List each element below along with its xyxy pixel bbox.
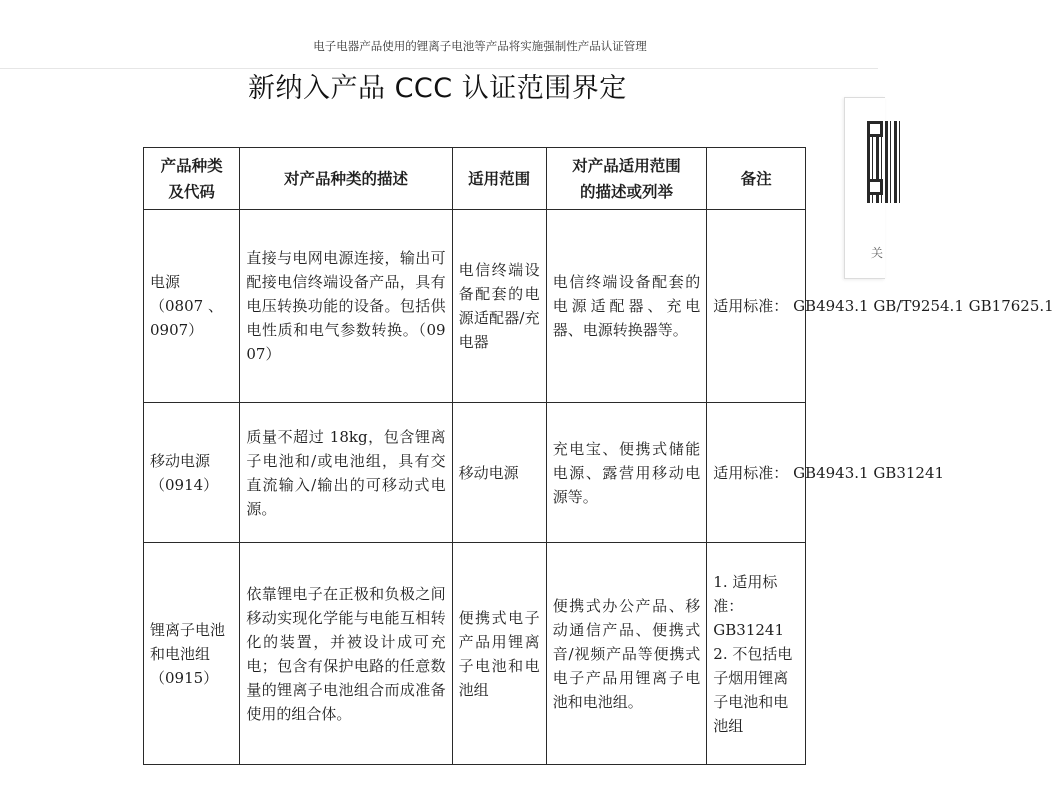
cell-remarks: 适用标准： GB4943.1 GB31241 [707, 403, 806, 543]
cell-category: 移动电源 （0914） [144, 403, 240, 543]
header-category-description: 对产品种类的描述 [240, 148, 452, 210]
cell-scope-detail: 充电宝、便携式储能电源、露营用移动电源等。 [546, 403, 707, 543]
cell-remarks: 适用标准： GB4943.1 GB/T9254.1 GB17625.1 [707, 210, 806, 403]
qr-code-icon[interactable] [867, 121, 901, 203]
side-panel-text: 关 [871, 246, 884, 260]
table-row [144, 543, 806, 765]
header-scope: 适用范围 [452, 148, 546, 210]
header-remarks: 备注 [707, 148, 806, 210]
side-share-panel[interactable] [844, 97, 885, 279]
cell-category: 电源 （0807 、 0907） [144, 210, 240, 403]
cell-description: 直接与电网电源连接，输出可配接电信终端设备产品，具有电压转换功能的设备。包括供电性质和电气参数转换。（0907） [240, 210, 452, 403]
header-product-category: 产品种类 及代码 [144, 148, 240, 210]
article-header [0, 0, 878, 69]
ccc-scope-table [143, 147, 1054, 765]
cell-remarks: 1. 适用标准： GB31241 2. 不包括电子烟用锂离子电池和电池组 [707, 543, 806, 765]
header-scope-description: 对产品适用范围 的描述或列举 [546, 148, 707, 210]
cell-scope: 移动电源 [452, 403, 546, 543]
cell-scope: 便携式电子产品用锂离子电池和电池组 [452, 543, 546, 765]
cell-scope-detail: 电信终端设备配套的电源适配器、充电器、电源转换器等。 [546, 210, 707, 403]
cell-scope: 电信终端设备配套的电源适配器/充电器 [452, 210, 546, 403]
table-row [144, 403, 806, 543]
cell-description: 质量不超过 18kg，包含锂离子电池和/或电池组，具有交直流输入/输出的可移动式电源。 [240, 403, 452, 543]
document-title: 新纳入产品 CCC 认证范围界定 [248, 73, 627, 104]
cell-category: 锂离子电池和电池组 （0915） [144, 543, 240, 765]
cell-description: 依靠锂电子在正极和负极之间移动实现化学能与电能互相转化的装置，并被设计成可充电；包含有保护电路的任意数量的锂离子电池组合而成准备使用的组合体。 [240, 543, 452, 765]
table-header-row [144, 148, 806, 210]
article-title: 电子电器产品使用的锂离子电池等产品将实施强制性产品认证管理 [313, 39, 647, 53]
cell-scope-detail: 便携式办公产品、移动通信产品、便携式音/视频产品等便携式电子产品用锂离子电池和电池组。 [546, 543, 707, 765]
table-row [144, 210, 806, 403]
